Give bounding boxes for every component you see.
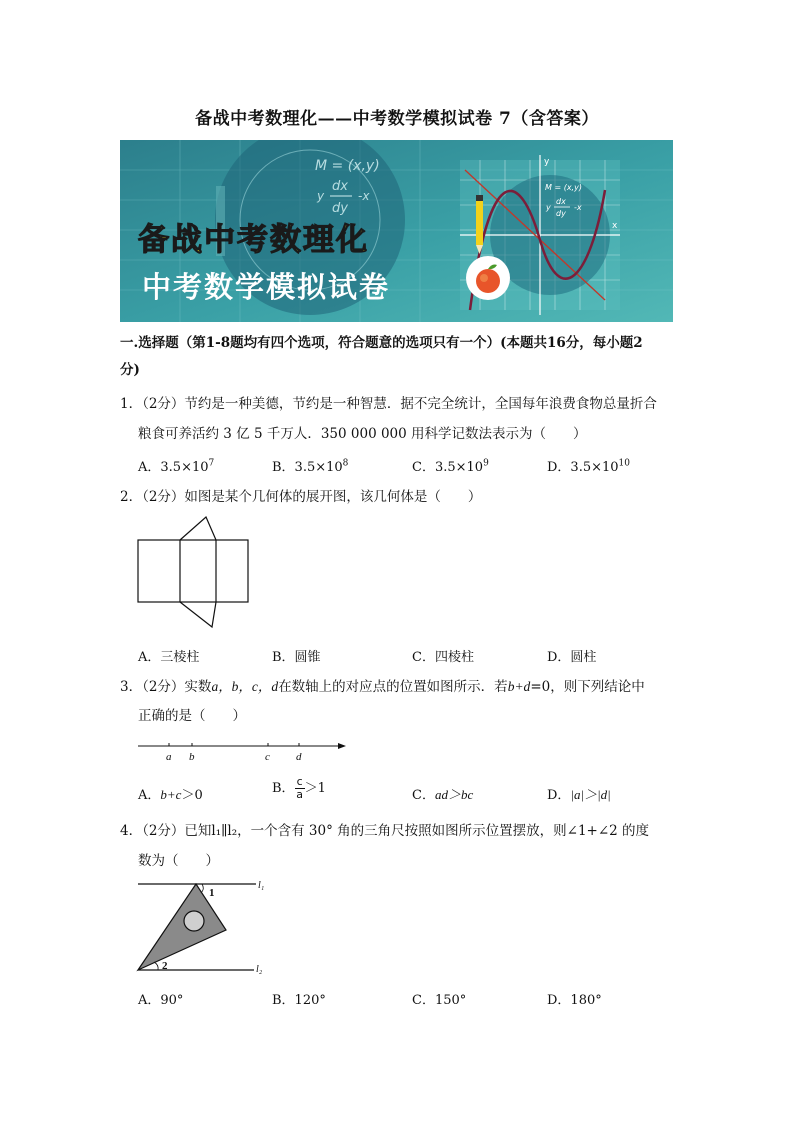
q3-option-d[interactable] xyxy=(547,784,611,803)
number-line-label-b: b xyxy=(189,751,195,763)
line-l2-label: l₂ xyxy=(256,964,263,975)
question-3-text-line2: 正确的是（ ） xyxy=(138,708,246,724)
q1-option-a-exponent: 7 xyxy=(208,458,215,469)
q1-option-a-label: A．3.5×10 xyxy=(138,460,209,475)
question-3-text-post: =0，则下列结论中 xyxy=(530,679,645,695)
banner-small-dx: dx xyxy=(556,197,566,206)
question-1 xyxy=(120,391,680,418)
question-3-text-mid: 在数轴上的对应点的位置如图所示．若 xyxy=(278,679,508,695)
q4-option-c[interactable]: C．150° xyxy=(412,993,467,1008)
question-1-text-line1: （2分）节约是一种美德，节约是一种智慧．据不完全统计，全国每年浪费食物总量折合 xyxy=(142,396,657,412)
q2-option-d[interactable]: D．圆柱 xyxy=(547,650,597,665)
section-heading-line2: 分) xyxy=(120,362,140,378)
q1-option-d-exponent: 10 xyxy=(618,458,630,469)
q3-option-b-fraction xyxy=(295,776,305,801)
q3-option-b-prefix: B． xyxy=(272,781,295,796)
q3-option-b-suffix: ＞1 xyxy=(304,781,326,796)
question-3-eq: b+d xyxy=(507,679,531,694)
number-line-label-d: d xyxy=(296,751,302,763)
q1-option-c-label: C．3.5×10 xyxy=(412,460,484,475)
banner-formula-dx: dx xyxy=(332,179,348,194)
q3-option-c-prefix: C． xyxy=(412,788,435,803)
q1-option-d-label: D．3.5×10 xyxy=(547,460,619,475)
q1-option-b[interactable] xyxy=(272,456,348,475)
q4-option-a[interactable]: A．90° xyxy=(138,993,184,1008)
banner-formula-y: y xyxy=(317,189,325,203)
banner-axis-x: x xyxy=(612,221,618,231)
question-1-text-line2: 粮食可养活约 3 亿 5 千万人．350 000 000 用科学记数法表示为（ ） xyxy=(138,426,587,442)
q3-option-a-suffix: ＞0 xyxy=(181,788,203,803)
question-2-number: 2． xyxy=(120,489,143,505)
prism-net-figure xyxy=(136,515,252,631)
q2-option-b[interactable]: B．圆锥 xyxy=(272,650,321,665)
q3-option-a-prefix: A． xyxy=(138,788,161,803)
number-line-label-c: c xyxy=(265,751,270,763)
banner-formula-dy: dy xyxy=(332,201,348,216)
q3-option-b-numerator: c xyxy=(296,775,303,788)
question-2 xyxy=(120,484,680,511)
question-1-number: 1． xyxy=(120,396,143,412)
q3-option-d-expr: |a|＞|d| xyxy=(570,787,611,802)
page-title: 备战中考数理化——中考数学模拟试卷 7（含答案） xyxy=(195,109,599,129)
q3-option-a-expr: b+c xyxy=(160,787,182,802)
banner-small-m: M = (x,y) xyxy=(545,183,582,192)
question-3-text-pre: （2分）实数 xyxy=(142,679,212,695)
question-3-vars: a，b，c，d xyxy=(211,679,279,694)
question-4-number: 4． xyxy=(120,823,143,839)
section-heading-line1: 一.选择题（第1-8题均有四个选项，符合题意的选项只有一个）(本题共16分，每小题2 xyxy=(120,335,643,351)
question-3 xyxy=(120,673,686,701)
banner-axis-y: y xyxy=(544,157,550,167)
q3-option-b-denominator: a xyxy=(296,788,303,801)
banner-small-y: y xyxy=(546,203,551,212)
question-4-text-line1: （2分）已知l₁∥l₂，一个含有 30° 角的三角尺按照如图所示位置摆放，则∠1+∠2 的度 xyxy=(142,823,650,839)
q4-option-b[interactable]: B．120° xyxy=(272,993,326,1008)
question-4 xyxy=(120,818,686,845)
q2-option-c[interactable]: C．四棱柱 xyxy=(412,650,474,665)
q2-option-a[interactable]: A．三棱柱 xyxy=(138,650,200,665)
q1-option-b-exponent: 8 xyxy=(342,458,349,469)
q1-option-b-label: B．3.5×10 xyxy=(272,460,343,475)
q1-option-c[interactable] xyxy=(412,456,489,475)
q3-option-a[interactable] xyxy=(138,784,203,803)
number-line-figure xyxy=(136,738,350,764)
angle-1-label: 1 xyxy=(209,887,215,899)
banner-title-line1: 备战中考数理化 xyxy=(138,222,369,258)
banner-formula-x: -x xyxy=(358,189,370,203)
line-l1-label: l₁ xyxy=(258,880,265,891)
q1-option-d[interactable] xyxy=(547,456,630,475)
q3-option-b[interactable] xyxy=(272,776,326,801)
q4-option-d[interactable]: D．180° xyxy=(547,993,602,1008)
banner-formula-m: M = (x,y) xyxy=(315,158,380,174)
q3-option-c-expr: ad＞bc xyxy=(434,787,474,802)
banner-small-dy: dy xyxy=(556,209,566,218)
q1-option-a[interactable] xyxy=(138,456,214,475)
angle-2-label: 2 xyxy=(162,960,168,972)
number-line-label-a: a xyxy=(166,751,172,763)
question-4-text-line2: 数为（ ） xyxy=(138,853,219,869)
q3-option-d-prefix: D． xyxy=(547,788,571,803)
banner-title-line2: 中考数学模拟试卷 xyxy=(142,270,391,304)
section-heading xyxy=(120,330,680,384)
q3-option-c[interactable] xyxy=(412,784,473,803)
q1-option-c-exponent: 9 xyxy=(483,458,489,469)
triangle-ruler-figure xyxy=(136,878,270,976)
banner-small-x: -x xyxy=(574,203,582,212)
question-2-text: （2分）如图是某个几何体的展开图，该几何体是（ ） xyxy=(142,489,482,505)
question-3-number: 3． xyxy=(120,679,143,695)
banner-image xyxy=(120,140,673,322)
